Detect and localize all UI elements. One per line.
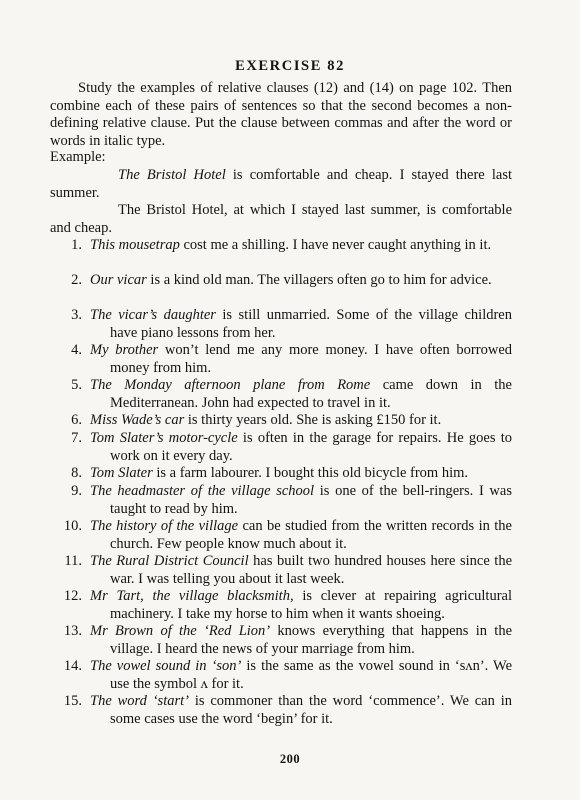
example-sentence-rest: is comfortable and cheap. I stayed there last summer. <box>50 167 513 201</box>
item-number: 6. <box>71 412 82 428</box>
exercise-item <box>50 307 512 342</box>
item-text: The word ‘start’ is commoner than the word ‘commence’. We can in some cases use the word ‘begin’ for it. <box>90 693 512 727</box>
item-text: The Rural District Council has built two hundred houses here since the war. I was telling you about it last week. <box>90 553 513 587</box>
exercise-item <box>50 430 512 465</box>
example-label: Example: <box>50 149 106 165</box>
exercise-item <box>50 342 512 377</box>
exercise-item <box>50 465 512 483</box>
item-text: The headmaster of the village school is one of the bell-ringers. I was taught to read by him. <box>90 483 512 517</box>
item-text: My brother won’t lend me any more money. I have often borrowed money from him. <box>90 342 512 376</box>
exercise-heading: EXERCISE 82 <box>235 58 345 74</box>
page-number: 200 <box>279 752 301 766</box>
item-text: Our vicar is a kind old man. The villagers often go to him for advice. <box>90 272 492 288</box>
item-text: Tom Slater’s motor-cycle is often in the garage for repairs. He goes to work on it every day. <box>90 430 513 464</box>
instructions-paragraph: Study the examples of relative clauses (12) and (14) on page 102. Then combine each of these pairs of sentences so that the second becomes a non-defining relative clause. Put the clause between commas and after the word or words in italic type. <box>50 80 512 149</box>
item-number: 15. <box>63 693 82 709</box>
exercise-item <box>50 377 512 412</box>
item-text: The vowel sound in ‘son’ is the same as the vowel sound in ‘sʌn’. We use the symbol ʌ for it. <box>90 658 513 692</box>
item-number: 3. <box>71 307 82 323</box>
exercise-item <box>50 658 512 693</box>
exercise-item <box>50 518 512 553</box>
example-italic-phrase: The Bristol Hotel <box>118 167 226 183</box>
item-number: 7. <box>71 430 82 446</box>
exercise-item <box>50 272 512 290</box>
exercise-item <box>50 553 512 588</box>
item-number: 14. <box>63 658 82 674</box>
item-text: Mr Brown of the ‘Red Lion’ knows everything that happens in the village. I heard the news of your marriage from him. <box>90 623 513 657</box>
item-number: 2. <box>71 272 82 288</box>
exercise-item <box>50 412 512 430</box>
item-text: The Monday afternoon plane from Rome came down in the Mediterranean. John had expected to travel in it. <box>90 377 512 411</box>
exercise-item <box>50 588 512 623</box>
item-text: The history of the village can be studied from the written records in the church. Few people know much about it. <box>90 518 512 552</box>
item-number: 8. <box>71 465 82 481</box>
item-number: 13. <box>63 623 82 639</box>
item-text: Miss Wade’s car is thirty years old. She is asking £150 for it. <box>90 412 442 428</box>
exercise-item <box>50 483 512 518</box>
item-number: 11. <box>64 553 82 569</box>
item-number: 1. <box>71 237 82 253</box>
exercise-item <box>50 237 512 255</box>
item-text: Tom Slater is a farm labourer. I bought this old bicycle from him. <box>90 465 469 481</box>
exercise-item <box>50 623 512 658</box>
item-number: 4. <box>71 342 82 358</box>
item-number: 9. <box>71 483 82 499</box>
item-text: The vicar’s daughter is still unmarried. Some of the village children have piano lessons from her. <box>90 307 512 341</box>
item-number: 10. <box>63 518 82 534</box>
example-sentence <box>50 167 512 202</box>
exercise-item <box>50 693 512 728</box>
item-text: Mr Tart, the village blacksmith, is clever at repairing agricultural machinery. I take my horse to him when it wants shoeing. <box>90 588 512 622</box>
item-number: 5. <box>71 377 82 393</box>
example-answer: The Bristol Hotel, at which I stayed last summer, is comfortable and cheap. <box>50 202 512 236</box>
item-text: This mousetrap cost me a shilling. I have never caught anything in it. <box>90 237 492 253</box>
item-number: 12. <box>63 588 82 604</box>
